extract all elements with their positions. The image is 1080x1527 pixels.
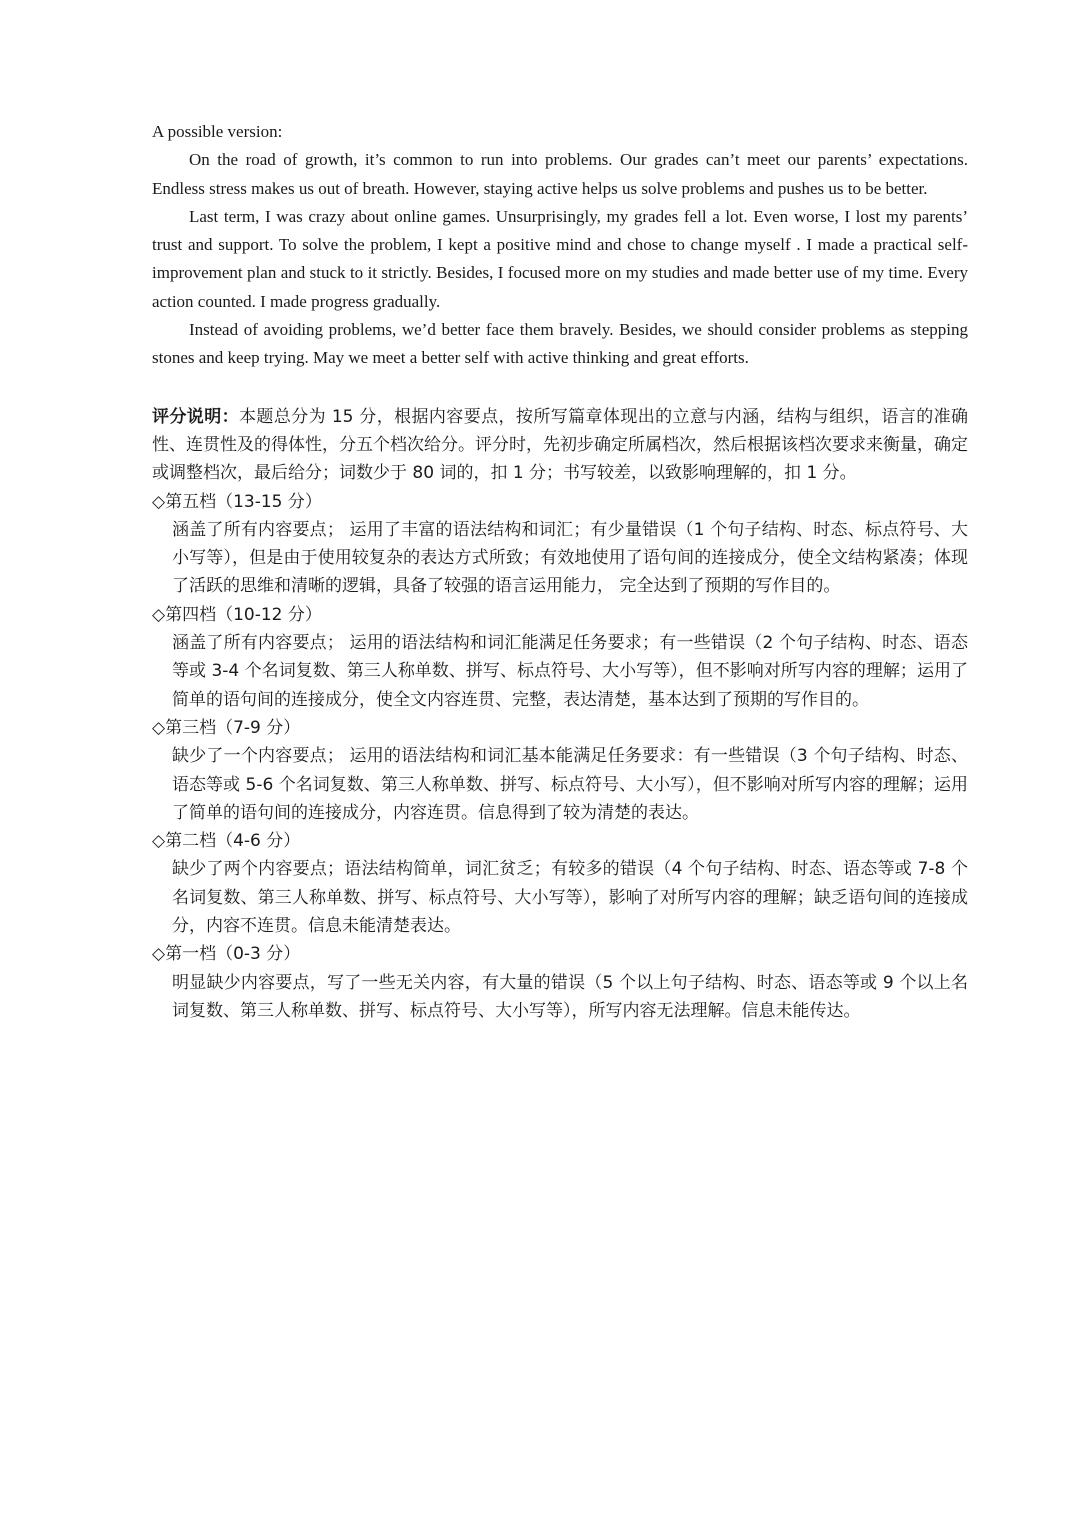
essay-paragraph-1: On the road of growth, it’s common to run into problems. Our grades can’t meet our parents’ expectations. Endless stress makes us out of breath. However, staying active helps us solve problems and pushes us to be better. [152,150,968,198]
level-2-title: ◇第二档（4-6 分） [152,831,301,852]
sample-essay [152,118,968,373]
level-2-description: 缺少了两个内容要点；语法结构简单，词汇贫乏；有较多的错误（4 个句子结构、时态、语态等或 7-8 个名词复数、第三人称单数、拼写、标点符号、大小写等），影响了对所写内容的理解；缺乏语句间的连接成分，内容不连贯。信息未能清楚表达。 [172,859,968,937]
rubric-intro-text: 本题总分为 15 分，根据内容要点，按所写篇章体现出的立意与内涵，结构与组织，语言的准确性、连贯性及的得体性，分五个档次给分。评分时，先初步确定所属档次，然后根据该档次要求来衡量，确定或调整档次，最后给分；词数少于 80 词的，扣 1 分；书写较差，以致影响理解的，扣 1 分。 [152,406,968,484]
level-5-title: ◇第五档（13-15 分） [152,491,322,512]
level-4-title: ◇第四档（10-12 分） [152,604,322,625]
level-3-title: ◇第三档（7-9 分） [152,717,301,738]
scoring-rubric [152,403,968,1026]
essay-paragraph-2: Last term, I was crazy about online games. Unsurprisingly, my grades fell a lot. Even worse, I lost my parents’ trust and support. To solve the problem, I kept a positive mind and chose to change myself . I made a practical self-improvement plan and stuck to it strictly. Besides, I focused more on my studies and made better use of my time. Every action counted. I made progress gradually. [152,206,968,311]
level-5-description: 涵盖了所有内容要点； 运用了丰富的语法结构和词汇；有少量错误（1 个句子结构、时态、标点符号、大小写等），但是由于使用较复杂的表达方式所致；有效地使用了语句间的连接成分，使全文结构紧凑；体现了活跃的思维和清晰的逻辑，具备了较强的语言运用能力， 完全达到了预期的写作目的。 [172,519,968,597]
essay-paragraph-3: Instead of avoiding problems, we’d better face them bravely. Besides, we should consider problems as stepping stones and keep trying. May we meet a better self with active thinking and great efforts. [152,320,968,368]
level-1-description: 明显缺少内容要点，写了一些无关内容，有大量的错误（5 个以上句子结构、时态、语态等或 9 个以上名词复数、第三人称单数、拼写、标点符号、大小写等），所写内容无法理解。信息未能传达。 [172,972,968,1021]
document-page [152,118,968,1025]
level-3-description: 缺少了一个内容要点； 运用的语法结构和词汇基本能满足任务要求：有一些错误（3 个句子结构、时态、语态等或 5-6 个名词复数、第三人称单数、拼写、标点符号、大小写），但不影响对所写内容的理解；运用了简单的语句间的连接成分，内容连贯。信息得到了较为清楚的表达。 [172,746,968,823]
essay-heading: A possible version: [152,122,283,141]
level-1-title: ◇第一档（0-3 分） [152,944,301,965]
rubric-intro [152,403,968,488]
rubric-label: 评分说明： [152,406,240,427]
level-4-description: 涵盖了所有内容要点； 运用的语法结构和词汇能满足任务要求；有一些错误（2 个句子结构、时态、语态等或 3-4 个名词复数、第三人称单数、拼写、标点符号、大小写等），但不影响对所写内容的理解；运用了简单的语句间的连接成分，使全文内容连贯、完整，表达清楚，基本达到了预期的写作目的。 [172,633,968,710]
